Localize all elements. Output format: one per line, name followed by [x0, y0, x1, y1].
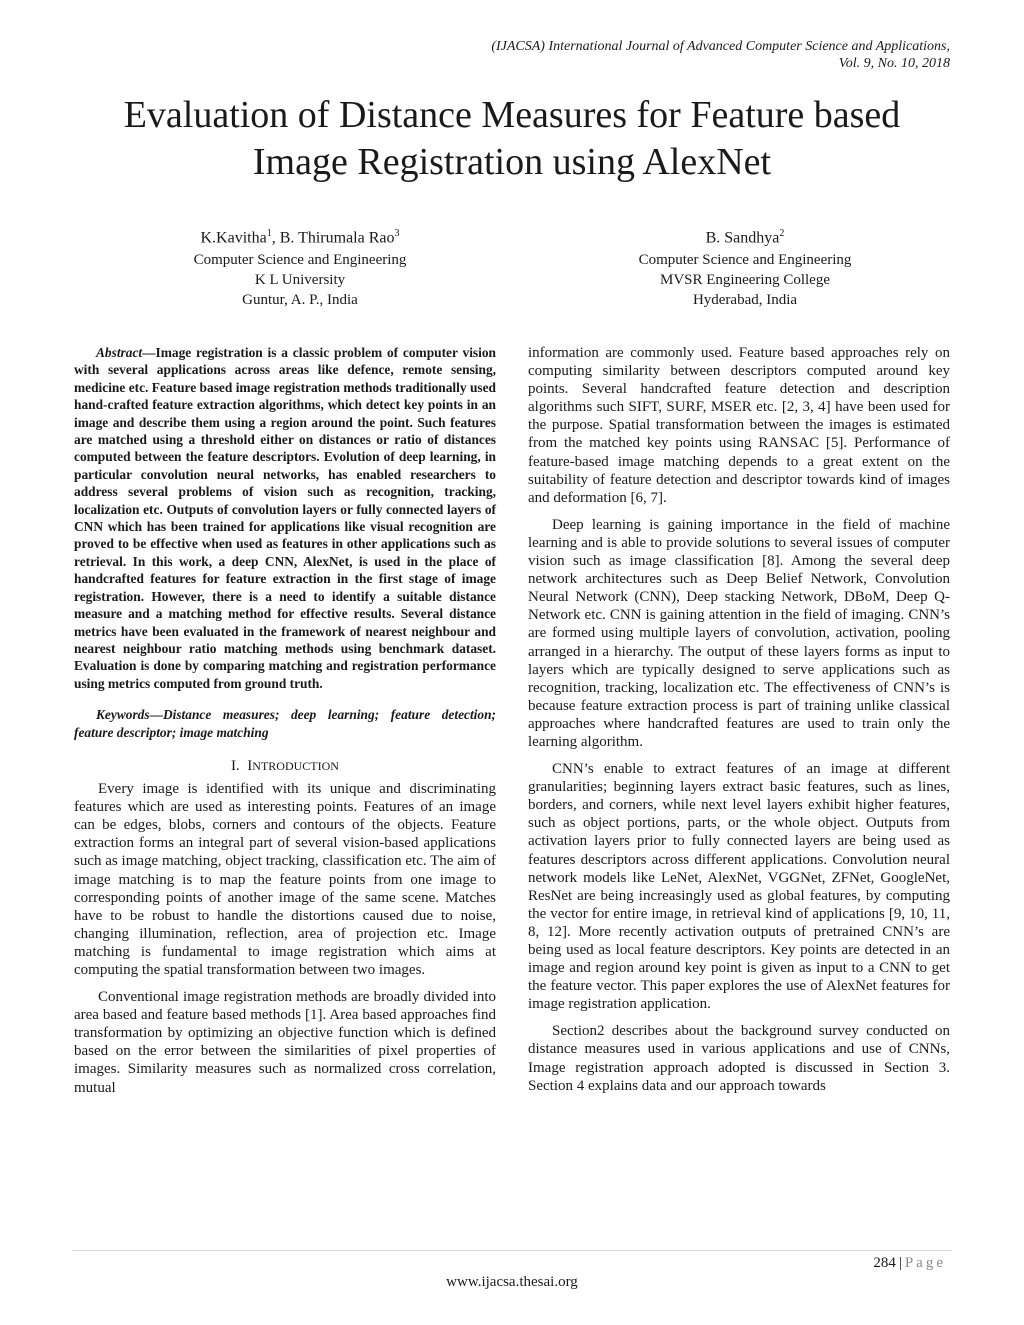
paragraph: information are commonly used. Feature based approaches rely on computing similarity between descriptors computed around key points. Several handcrafted feature detection and description algorithms such SIFT, SURF, MSER etc. [2, 3, 4] have been used for the purpose. Spatial transformation between the images is estimated from the matched key points using RANSAC [5]. Performance of feature-based image matching depends to a great extent on the suitability of feature detection and descriptor towards kind of images and deformation [6, 7].	[528, 345, 950, 506]
left-column	[74, 344, 496, 1106]
author-dept: Computer Science and Engineering	[193, 252, 407, 269]
author-name-sandhya: B. Sandhya	[705, 229, 780, 247]
section-heading-introduction	[74, 757, 496, 775]
journal-name: (IJACSA) International Journal of Advanced Computer Science and Applications,	[491, 39, 950, 54]
footer-url[interactable]: www.ijacsa.thesai.org	[446, 1274, 578, 1290]
journal-volume: Vol. 9, No. 10, 2018	[838, 56, 950, 71]
abstract-dash: —	[142, 345, 156, 360]
page-number-value: 284	[873, 1255, 896, 1271]
paragraph: Conventional image registration methods are broadly divided into area based and feature based methods [1]. Area based approaches find transformation by optimizing an objective function which is defined based on the error between the similarities of pixel properties of images. Similarity measures such as normalized cross correlation, mutual	[74, 989, 496, 1096]
author-block-left	[130, 224, 470, 310]
right-column	[528, 344, 950, 1104]
abstract	[74, 344, 496, 692]
paragraph: Every image is identified with its unique and discriminating features which are used as interesting points. Features of an image can be edges, blobs, corners and contours of the objects. Feature extraction forms an integral part of several vision-based applications such as image matching, object tracking, classification etc. The aim of image matching is to map the feature points from one image to corresponding points of another image of the same scene. Matches have to be robust to handle the distortions caused due to noise, changing illumination, reflection, area of projection etc. Image matching is fundamental to image registration which aims at computing the spatial transformation between two images.	[74, 781, 496, 978]
author-dept: Computer Science and Engineering	[638, 252, 852, 269]
section-title-rest: NTRODUCTION	[252, 758, 339, 773]
author-org: MVSR Engineering College	[660, 272, 830, 289]
author-names	[575, 224, 915, 248]
paragraph: Section2 describes about the background survey conducted on distance measures used in various applications and use of CNNs, Image registration approach adopted is discussed in Section 3. Section 4 explains data and our approach towards	[528, 1023, 950, 1094]
title-line-2: Image Registration using AlexNet	[252, 141, 772, 183]
author-name-rao: , B. Thirumala Rao	[271, 229, 395, 247]
author-city: Hyderabad, India	[692, 292, 798, 309]
abstract-label: Abstract	[96, 345, 143, 360]
section-number: I.	[231, 757, 240, 774]
author-affil-sup: 2	[779, 228, 785, 239]
author-affil-sup: 3	[394, 228, 400, 239]
journal-header	[491, 38, 950, 72]
page-number	[873, 1255, 946, 1272]
section-initial: I	[247, 757, 253, 774]
page-label: Page	[904, 1255, 946, 1271]
author-city: Guntur, A. P., India	[242, 292, 358, 309]
author-block-right	[575, 224, 915, 310]
paragraph: Deep learning is gaining importance in the field of machine learning and is able to provide solutions to several issues of computer vision such as image classification [8]. Among the several deep network architectures such as Deep Belief Network, Convolution Neural Network (CNN), Deep stacking Network, DBoM, Deep Q-Network etc. CNN is gaining attention in the field of imaging. CNN’s are formed using multiple layers of convolution, activation, pooling arranged in a hierarchy. The output of these layers forms as input to layers which are typically designed to serve applications such as recognition, tracking, localization etc. The effectiveness of CNN’s is because feature extraction process is part of training unlike classical approaches where handcrafted features are used to train only the learning algorithm.	[528, 516, 950, 750]
paragraph: CNN’s enable to extract features of an image at different granularities; beginning layers extract basic features, such as lines, borders, and corners, while next level layers exhibit higher features, such as object portions, parts, or the whole object. Outputs from activation layers prior to fully connected layers are being used as features descriptors across different applications. Convolution neural network models like LeNet, AlexNet, VGGNet, ZFNet, GoogleNet, ResNet are being increasingly used as global features, by computing the vector for entire image, in retrieval kind of applications [9, 10, 11, 8, 12]. More recently activation outputs of pretrained CNN’s are being used as local feature descriptors. Key points are detected in an image and region around key point is given as input to a CNN to get the feature vector. This paper explores the use of AlexNet features for image registration application.	[528, 761, 950, 1013]
author-affil-sup: 1	[266, 228, 272, 239]
author-name-kavitha: K.Kavitha	[200, 229, 267, 247]
footer-divider	[72, 1250, 952, 1251]
abstract-text: Image registration is a classic problem of computer vision with several applications across areas like defence, remote sensing, medicine etc. Feature based image registration methods traditionally used hand-crafted feature extraction algorithms, which detect key points in an image and describe them using a region around the point. Such features are matched using a threshold either on distances or ratio of distances computed between the feature descriptors. Evolution of deep learning, in particular convolution neural networks, has enabled researchers to address several problems of vision such as recognition, tracking, localization etc. Outputs of convolution layers or fully connected layers of CNN which has been trained for applications like visual recognition are proved to be effective when used as features in other applications such as retrieval. In this work, a deep CNN, AlexNet, is used in the place of handcrafted features for feature extraction in the first stage of image registration. However, there is a need to identify a suitable distance measure and a matching method for effective results. Several distance metrics have been evaluated in the framework of nearest neighbour and nearest neighbour ratio matching methods using benchmark dataset. Evaluation is done by comparing matching and registration performance using metrics computed from ground truth.	[74, 345, 496, 691]
title-line-1: Evaluation of Distance Measures for Feature based	[123, 94, 901, 136]
author-names	[130, 224, 470, 248]
page-separator: |	[898, 1255, 902, 1271]
keywords: Keywords—Distance measures; deep learning; feature detection; feature descriptor; image matching	[74, 707, 496, 740]
paper-title	[60, 92, 964, 186]
author-org: K L University	[254, 272, 346, 289]
